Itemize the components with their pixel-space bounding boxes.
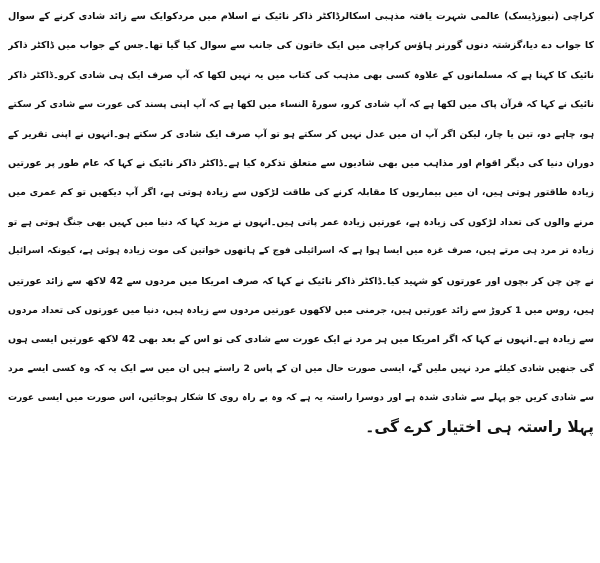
text-line: زیادہ طاقتور ہوتی ہیں، ان میں بیماریوں کا مقابلہ کرنے کی طاقت لڑکوں سے زیادہ ہوتی ہے، اگر آپ دیکھیں تو کم عمری میں — [8, 187, 594, 199]
text-line: مرنے والوں کی تعداد لڑکوں کی زیادہ ہے، عورتیں زیادہ عمر پاتی ہیں۔انہوں نے مزید کہا کہ دنیا میں کہیں بھی جنگ ہوتی ہے تو — [8, 216, 594, 228]
text-line: سے زیادہ ہے۔انہوں نے کہا کہ اگر امریکا میں ہر مرد نے ایک عورت سے شادی کی تو اس کے بعد بھی 42 لاکھ عورتیں ایسی ہوں — [8, 334, 594, 346]
text-line: کا جواب دے دیا،گزشتہ دنوں گورنر ہاؤس کراچی میں ایک خاتون کی جانب سے سوال کیا گیا تھا۔جس کے جواب میں ڈاکٹر ذاکر — [8, 40, 594, 52]
text-line: گی جنھیں شادی کیلئے مرد نہیں ملیں گے، ایسی صورت حال میں ان کے پاس 2 راستے ہیں ان میں سے ایک یہ کہ وہ کسی ایسے مرد — [8, 363, 594, 374]
article-body — [8, 2, 594, 560]
text-line: زیادہ تر مرد ہی مرتے ہیں، صرف غزہ میں ایسا ہوا ہے کہ اسرائیلی فوج کے ہاتھوں خواتین کی موت زیادہ ہوئی ہے، کیونکہ اسرائیل — [8, 246, 594, 257]
text-line: نے چن چن کر بچوں اور عورتوں کو شہید کیا۔ڈاکٹر ذاکر نائیک نے کہا کہ صرف امریکا میں مردوں سے 42 لاکھ سے زائد عورتیں — [8, 275, 594, 287]
text-line: دوران دنیا کی دیگر اقوام اور مذاہب میں بھی شادیوں سے متعلق تذکرہ کیا ہے۔ڈاکٹر ذاکر نائیک نے کہا کہ عام طور پر عورتیں — [8, 157, 594, 169]
text-line-last: پہلا راستہ ہی اختیار کرے گی۔ — [365, 418, 594, 437]
text-line: ہو، چاہے دو، تین یا چار، لیکن اگر آپ ان میں عدل نہیں کر سکتے ہو تو آپ صرف ایک شادی کر سکتے ہو۔انہوں نے اپنی تقریر کے — [8, 128, 594, 140]
text-line: کراچی (نیوزڈیسک) عالمی شہرت یافتہ مذہبی اسکالرڈاکٹر ذاکر نائیک نے اسلام میں مردکوایک سے زائد شادی کرنے کے سوال — [8, 11, 594, 22]
text-line: نائیک کا کہنا ہے کہ مسلمانوں کے علاوہ کسی بھی مذہب کی کتاب میں یہ نہیں لکھا کہ آپ صرف ایک ہی شادی کرو۔ڈاکٹر ذاکر — [8, 69, 594, 81]
text-line: ہیں، روس میں 1 کروڑ سے زائد عورتیں ہیں، جرمنی میں لاکھوں عورتیں مردوں سے زیادہ ہیں، دنیا میں عورتوں کی تعداد مردوں — [8, 304, 594, 316]
text-line: نائیک نے کہا کہ قرآن پاک میں لکھا ہے کہ آپ شادی کرو، سورۃ النساء میں لکھا ہے کہ آپ اپنی پسند کی عورت سے شادی کر سکتے — [8, 99, 594, 111]
text-line: سے شادی کریں جو پہلے سے شادی شدہ ہے اور دوسرا راستہ یہ ہے کہ وہ بے راہ روی کا شکار ہوجائیں، اس صورت میں ایسی عورت — [8, 393, 594, 404]
